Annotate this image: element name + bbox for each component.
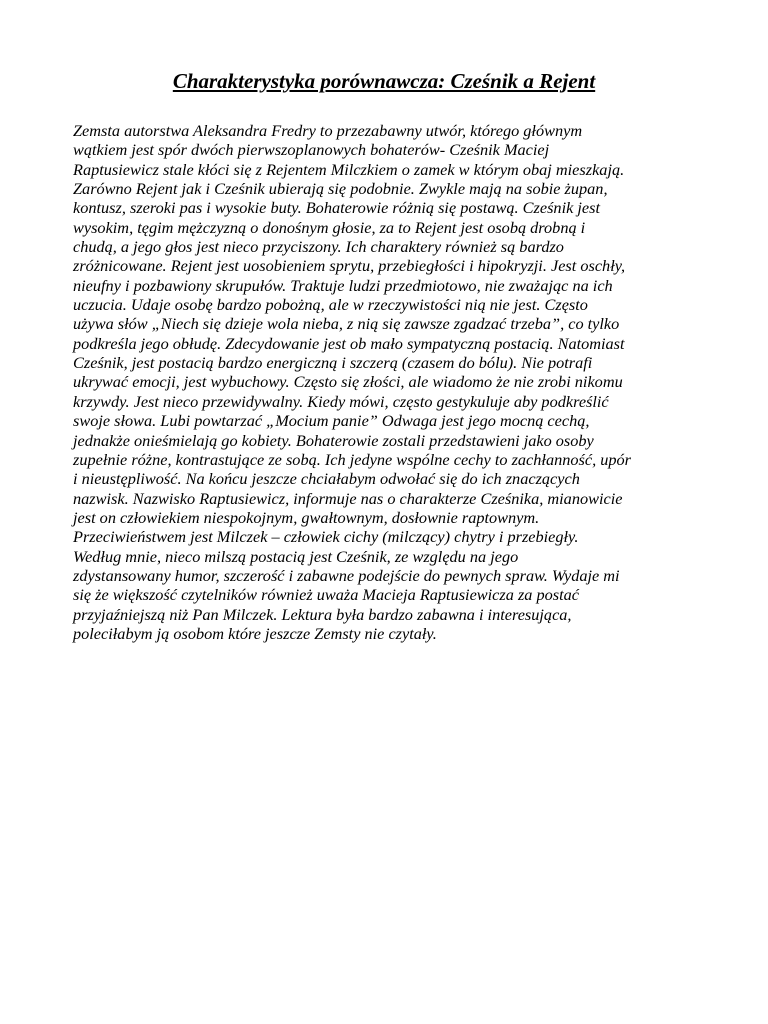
text-line: kontusz, szeroki pas i wysokie buty. Bohaterowie różnią się postawą. Cześnik jest — [73, 198, 601, 218]
text-line: Cześnik, jest postacią bardzo energiczną i szczerą (czasem do bólu). Nie potrafi — [73, 353, 593, 373]
text-line: nazwisk. Nazwisko Raptusiewicz, informuje nas o charakterze Cześnika, mianowicie — [73, 488, 623, 508]
text-line: ukrywać emocji, jest wybuchowy. Często się złości, ale wiadomo że nie zrobi nikomu — [73, 372, 623, 392]
text-line: wątkiem jest spór dwóch pierwszoplanowych bohaterów- Cześnik Maciej — [73, 140, 550, 160]
text-line: zupełnie różne, kontrastujące ze sobą. Ich jedyne wspólne cechy to zachłanność, upór — [73, 449, 631, 469]
text-line: zdystansowany humor, szczerość i zabawne podejście do pewnych spraw. Wydaje mi — [73, 565, 620, 585]
text-line: używa słów „Niech się dzieje wola nieba, z nią się zawsze zgadzać trzeba”, co tylko — [73, 314, 620, 334]
text-line: uczucia. Udaje osobę bardzo pobożną, ale w rzeczywistości nią nie jest. Często — [73, 295, 588, 315]
text-line: Przeciwieństwem jest Milczek – człowiek cichy (milczący) chytry i przebiegły. — [73, 527, 579, 547]
text-line: swoje słowa. Lubi powtarzać „Mocium panie” Odwaga jest jego mocną cechą, — [73, 411, 590, 431]
text-line: i nieustępliwość. Na końcu jeszcze chciałabym odwołać się do ich znaczących — [73, 469, 580, 489]
text-line: podkreśla jego obłudę. Zdecydowanie jest ob mało sympatyczną postacią. Natomiast — [73, 333, 625, 353]
text-line: Według mnie, nieco milszą postacią jest Cześnik, ze względu na jego — [73, 546, 519, 566]
text-line: przyjaźniejszą niż Pan Milczek. Lektura była bardzo zabawna i interesująca, — [73, 604, 572, 624]
text-line: jest on człowiekiem niespokojnym, gwałtownym, dosłownie raptownym. — [73, 507, 540, 527]
text-line: jednakże onieśmielają go kobiety. Bohaterowie zostali przedstawieni jako osoby — [73, 430, 594, 450]
text-line: nieufny i pozbawiony skrupułów. Traktuje ludzi przedmiotowo, nie zważając na ich — [73, 275, 613, 295]
document-title: Charakterystyka porównawcza: Cześnik a Rejent — [172, 69, 596, 93]
text-line: Zemsta autorstwa Aleksandra Fredry to przezabawny utwór, którego głównym — [73, 121, 583, 140]
text-line: Raptusiewicz stale kłóci się z Rejentem Milczkiem o zamek w którym obaj mieszkają. — [73, 159, 625, 179]
text-line: zróżnicowane. Rejent jest uosobieniem sprytu, przebiegłości i hipokryzji. Jest oschły, — [73, 256, 626, 276]
text-line: poleciłabym ją osobom które jeszcze Zemsty nie czytały. — [73, 623, 437, 643]
text-line: wysokim, tęgim mężczyzną o donośnym głosie, za to Rejent jest osobą drobną i — [73, 217, 586, 237]
text-line: chudą, a jego głos jest nieco przyciszony. Ich charaktery również są bardzo — [73, 237, 564, 257]
document-body — [73, 121, 703, 643]
text-line: Zarówno Rejent jak i Cześnik ubierają się podobnie. Zwykle mają na sobie żupan, — [73, 179, 608, 199]
text-line: krzywdy. Jest nieco przewidywalny. Kiedy mówi, często gestykuluje aby podkreślić — [73, 391, 609, 411]
text-line: się że większość czytelników również uważa Macieja Raptusiewicza za postać — [73, 585, 580, 605]
